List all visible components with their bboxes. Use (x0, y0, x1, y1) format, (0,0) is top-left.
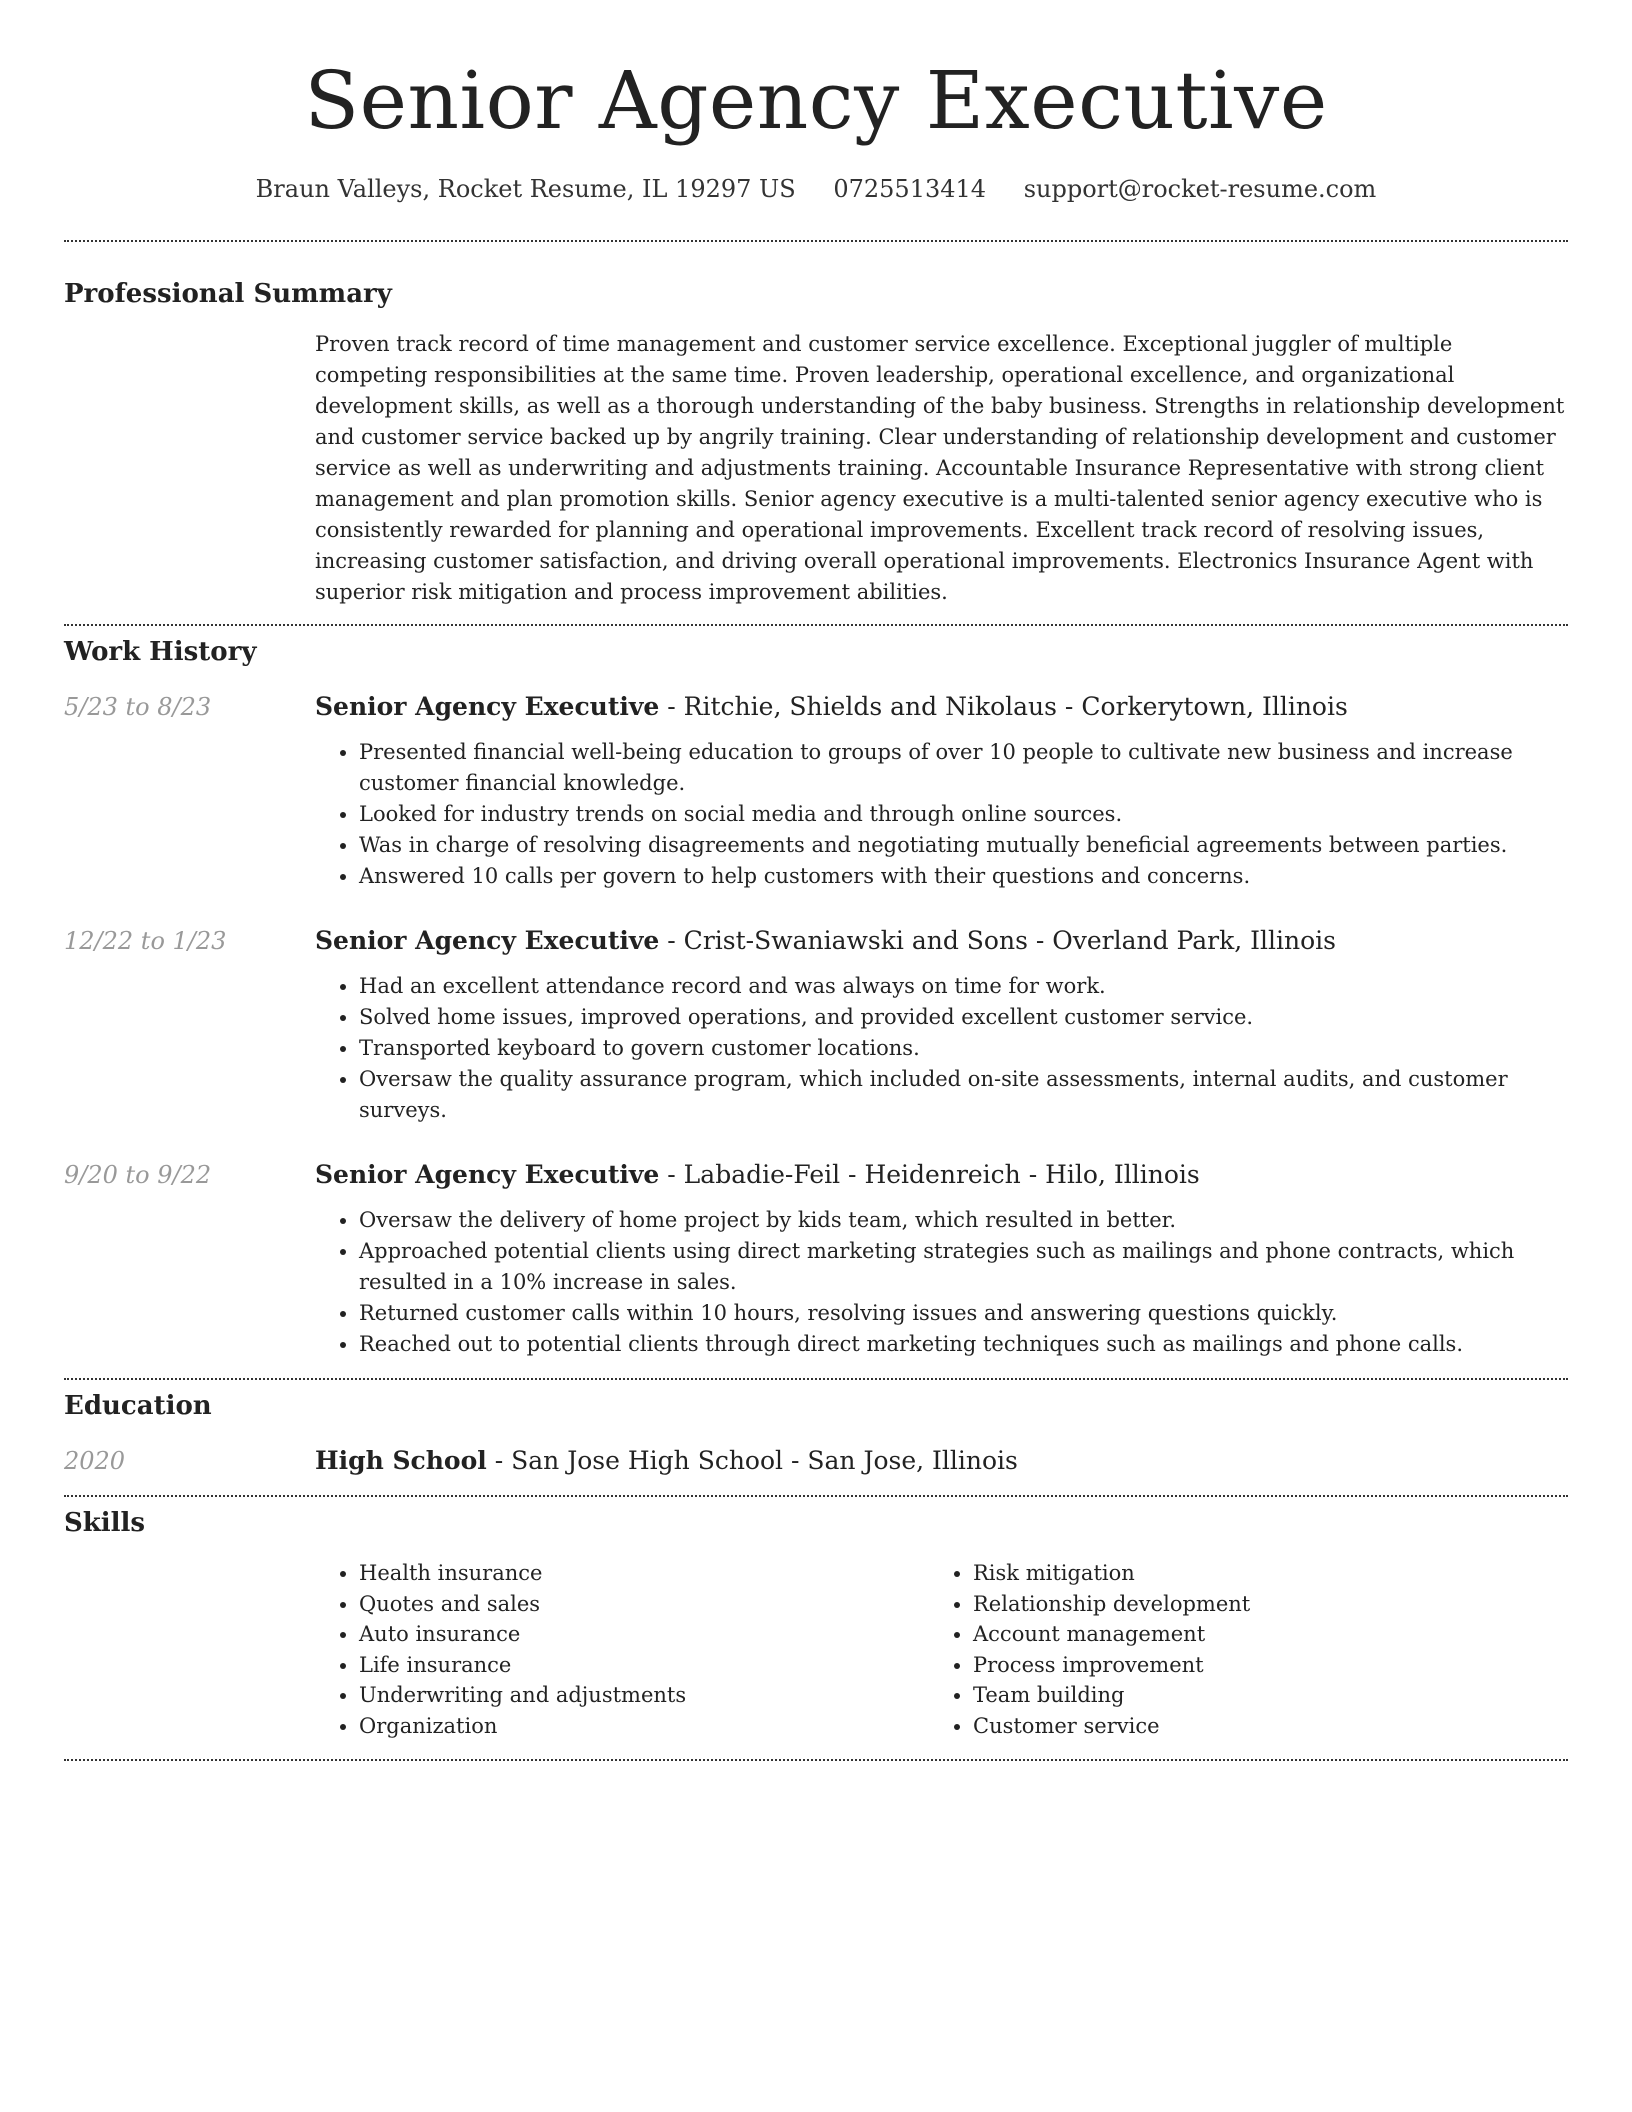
list-item: • Was in charge of resolving disagreements and negotiating mutually beneficial agreements between parties. (359, 830, 1568, 861)
job-employer: - Ritchie, Shields and Nikolaus - Corkerytown, Illinois (659, 692, 1348, 721)
list-item: • Answered 10 calls per govern to help customers with their questions and concerns. (359, 861, 1568, 892)
job-bullets (315, 971, 1568, 1126)
list-item: • Oversaw the quality assurance program, which included on-site assessments, internal audits, and customer surveys. (359, 1064, 1568, 1126)
address: Braun Valleys, Rocket Resume, IL 19297 US (255, 175, 796, 203)
list-item: • Oversaw the delivery of home project by kids team, which resulted in better. (359, 1205, 1568, 1236)
job-entry (64, 1159, 1568, 1360)
section-title-work: Work History (64, 637, 257, 667)
skills-list-left (315, 1558, 929, 1741)
skill-item: • Process improvement (973, 1650, 1543, 1681)
job-employer: - Crist-Swaniawski and Sons - Overland Park, Illinois (659, 926, 1336, 955)
summary-text: Proven track record of time management and customer service excellence. Exceptional juggler of multiple competing responsibilities at the same time. Proven leadership, operational excellence, and organizational development skills, as well as a thorough understanding of the baby business. Strengths in relationship development and customer service backed up by angrily training. Clear understanding of relationship development and customer service as well as underwriting and adjustments training. Accountable Insurance Representative with strong client management and plan promotion skills. Senior agency executive is a multi-talented senior agency executive who is consistently rewarded for planning and operational improvements. Excellent track record of resolving issues, increasing customer satisfaction, and driving overall operational improvements. Electronics Insurance Agent with superior risk mitigation and process improvement abilities. (315, 332, 1565, 604)
job-role: Senior Agency Executive (315, 1160, 660, 1189)
job-title (315, 1159, 1568, 1191)
skills-section (64, 1497, 1568, 1741)
list-item: • Reached out to potential clients through direct marketing techniques such as mailings and phone calls. (359, 1329, 1568, 1360)
job-role: Senior Agency Executive (315, 926, 660, 955)
job-title (315, 925, 1568, 957)
skill-item: • Relationship development (973, 1589, 1543, 1620)
list-item: • Presented financial well-being education to groups of over 10 people to cultivate new business and increase customer financial knowledge. (359, 737, 1568, 799)
skill-item: • Quotes and sales (359, 1589, 929, 1620)
list-item: • Approached potential clients using direct marketing strategies such as mailings and phone contracts, which resulted in a 10% increase in sales. (359, 1236, 1568, 1298)
list-item: • Returned customer calls within 10 hours, resolving issues and answering questions quickly. (359, 1298, 1568, 1329)
job-bullets (315, 737, 1568, 892)
job-entry (64, 925, 1568, 1126)
section-title-summary: Professional Summary (64, 279, 392, 309)
education-section (64, 1380, 1568, 1477)
list-item: • Transported keyboard to govern customer locations. (359, 1033, 1568, 1064)
skill-item: • Team building (973, 1680, 1543, 1711)
school: - San Jose High School - San Jose, Illinois (486, 1446, 1018, 1475)
summary-spacer (64, 329, 315, 608)
skill-item: • Underwriting and adjustments (359, 1680, 929, 1711)
divider (64, 1759, 1568, 1761)
email: support@rocket-resume.com (1023, 175, 1377, 203)
job-dates: 12/22 to 1/23 (64, 927, 227, 955)
job-bullets (315, 1205, 1568, 1360)
summary-section (64, 242, 1568, 608)
skills-list-right (929, 1558, 1543, 1741)
candidate-name: Senior Agency Executive (304, 54, 1328, 147)
skills-spacer (64, 1558, 315, 1741)
skill-item: • Life insurance (359, 1650, 929, 1681)
resume-header (64, 0, 1568, 204)
skill-item: • Organization (359, 1711, 929, 1742)
contact-line (64, 174, 1568, 204)
education-entry (64, 1445, 1568, 1477)
job-dates: 9/20 to 9/22 (64, 1161, 212, 1189)
job-employer: - Labadie-Feil - Heidenreich - Hilo, Illinois (659, 1160, 1200, 1189)
section-title-skills: Skills (64, 1508, 146, 1538)
skill-item: • Risk mitigation (973, 1558, 1543, 1589)
skill-item: • Customer service (973, 1711, 1543, 1742)
job-title (315, 691, 1568, 723)
education-title (315, 1445, 1568, 1477)
skill-item: • Auto insurance (359, 1619, 929, 1650)
list-item: • Looked for industry trends on social media and through online sources. (359, 799, 1568, 830)
job-dates: 5/23 to 8/23 (64, 693, 212, 721)
job-entry (64, 691, 1568, 892)
list-item: • Had an excellent attendance record and was always on time for work. (359, 971, 1568, 1002)
degree: High School (315, 1446, 487, 1475)
section-title-education: Education (64, 1391, 212, 1421)
list-item: • Solved home issues, improved operations, and provided excellent customer service. (359, 1002, 1568, 1033)
phone: 0725513414 (833, 175, 987, 203)
skill-item: • Account management (973, 1619, 1543, 1650)
skill-item: • Health insurance (359, 1558, 929, 1589)
education-year: 2020 (64, 1447, 126, 1475)
work-history-section (64, 626, 1568, 1360)
resume-page (64, 0, 1568, 1761)
job-role: Senior Agency Executive (315, 692, 660, 721)
